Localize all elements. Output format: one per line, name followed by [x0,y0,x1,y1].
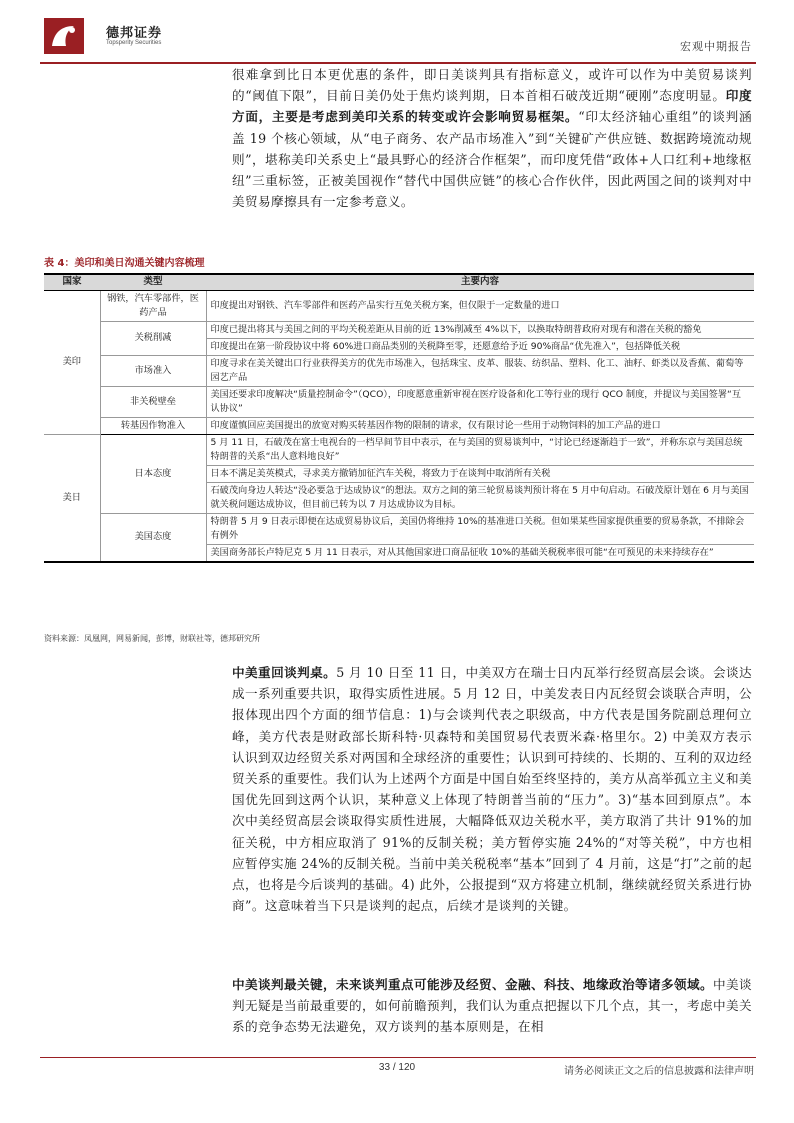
content-cell: 美国还要求印度解决“质量控制命令”（QCO），印度愿意重新审视在医疗设备和化工等行业的现行 QCO 制度，并提议与美国签署“互认协议” [206,386,754,417]
table-header-row [44,274,754,290]
table-row [44,355,754,386]
header-country: 国家 [44,274,100,290]
brand-name-en: Topsperity Securities [106,40,162,46]
table-row [44,434,754,465]
para1-bold: 印度方面，主要是考虑到美印关系的转变或许会影响贸易框架。 [232,88,752,125]
content-cell: 印度提出对钢铁、汽车零部件和医药产品实行互免关税方案，但仅限于一定数量的进口 [206,290,754,321]
body-paragraph-1 [232,64,752,212]
content-cell: 特朗普 5 月 9 日表示即便在达成贸易协议后，美国仍将维持 10%的基准进口关税。但如果某些国家提供重要的贸易条款，不排除会有例外 [206,513,754,544]
content-cell: 印度寻求在美关键出口行业获得美方的优先市场准入，包括珠宝、皮革、服装、纺织品、塑料、化工、油籽、虾类以及香蕉、葡萄等园艺产品 [206,355,754,386]
table-row [44,321,754,338]
table-title: 表 4：美印和美日沟通关键内容梳理 [44,258,205,269]
content-cell: 石破茂向身边人转达“没必要急于达成协议”的想法。双方之间的第三轮贸易谈判预计将在 5 月中旬启动。石破茂原计划在 6 月与美国就关税问题达成协议，但目前已转为以 7 月达成协议为目标。 [206,482,754,513]
brand-name: 德邦证券 [106,26,163,41]
category-cell: 钢铁，汽车零部件，医药产品 [100,290,206,321]
country-cell-us-japan: 美日 [44,434,100,562]
para1-text-b: “印太经济轴心重组”的谈判涵盖 19 个核心领域，从“电子商务、农产品市场准入”到“关键矿产供应链、数据跨境流动规则”，堪称美印关系史上“最具野心的经济合作框架”，而印度凭借“政体+人口红利+地缘枢纽”三重标签，正被美国视作“替代中国供应链”的核心合作伙伴，因此两国之间的谈判对中美贸易摩擦具有一定参考意义。 [232,109,752,210]
body-paragraph-3 [232,974,752,1038]
category-cell: 美国态度 [100,513,206,562]
content-cell: 日本不满足美英模式，寻求美方撤销加征汽车关税，将致力于在谈判中取消所有关税 [206,465,754,482]
category-cell: 市场准入 [100,355,206,386]
table-row [44,386,754,417]
content-cell: 印度已提出将其与美国之间的平均关税差距从目前的近 13%削减至 4%以下，以换取特朗普政府对现有和潜在关税的豁免 [206,321,754,338]
content-cell: 印度谨慎回应美国提出的放宽对购买转基因作物的限制的请求，仅有限讨论一些用于动物饲料的加工产品的进口 [206,417,754,434]
content-cell: 美国商务部长卢特尼克 5 月 11 日表示，对从其他国家进口商品征收 10%的基础关税税率很可能“在可预见的未来持续存在” [206,544,754,562]
table-source: 资料来源：凤凰网，网易新闻，彭博，财联社等，德邦研究所 [44,634,260,643]
para2-bold: 中美重回谈判桌。 [232,665,337,680]
report-type: 宏观中期报告 [680,40,752,53]
category-cell: 转基因作物准入 [100,417,206,434]
category-cell: 非关税壁垒 [100,386,206,417]
para2-text: 5 月 10 日至 11 日，中美双方在瑞士日内瓦举行经贸高层会谈。会谈达成一系列重要共识，取得实质性进展。5 月 12 日，中美发表日内瓦经贸会谈联合声明，公报体现出四个方面的细节信息：1)与会谈判代表之职级高，中方代表是国务院副总理何立峰，美方代表是财政部长斯科特·贝森特和美国贸易代表贾米森·格里尔。2) 中美双方表示认识到双边经贸关系对两国和全球经济的重要性；认识到可持续的、长期的、互利的双边经贸关系的重要性。我们认为上述两个方面是中国自始至终坚持的，美方从高举孤立主义和美国优先回到这两个认识，某种意义上体现了特朗普当前的“压力”。3)“基本回到原点”。本次中美经贸高层会谈取得实质性进展，大幅降低双边关税水平，美方取消了共计 91%的加征关税，中方相应取消了 91%的反制关税；美方暂停实施 24%的“对等关税”，中方也相应暂停实施 24%的反制关税。当前中美关税税率“基本”回到了 4 月前，这是“打”之前的起点，也将是今后谈判的基础。4) 此外，公报提到“双方将建立机制，继续就经贸关系进行协商”。这意味着当下只是谈判的起点，后续才是谈判的关键。 [232,665,752,914]
table-row [44,513,754,544]
page-number: 33 / 120 [378,1062,416,1073]
header-content: 主要内容 [206,274,754,290]
key-content-table [44,273,754,563]
page-header [40,14,756,64]
body-paragraph-2 [232,662,752,916]
category-cell: 日本态度 [100,434,206,513]
table-row [44,290,754,321]
para3-bold: 中美谈判最关键，未来谈判重点可能涉及经贸、金融、科技、地缘政治等诸多领域。 [232,977,713,992]
table-row [44,417,754,434]
company-logo [44,18,84,54]
para3-text: 中美谈判无疑是当前最重要的，如何前瞻预判，我们认为重点把握以下几个点，其一，考虑中美关系的竞争态势无法避免，双方谈判的基本原则是，在相 [232,977,752,1035]
content-cell: 印度提出在第一阶段协议中将 60%进口商品类别的关税降至零，还愿意给予近 90%商品“优先准入”，包括降低关税 [206,338,754,355]
category-cell: 关税削减 [100,321,206,355]
header-type: 类型 [100,274,206,290]
para1-text-a: 很难拿到比日本更优惠的条件，即日美谈判具有指标意义，或许可以作为中美贸易谈判的“阈值下限”，目前日美仍处于焦灼谈判期，日本首相石破茂近期“硬刚”态度明显。 [232,67,752,104]
content-cell: 5 月 11 日，石破茂在富士电视台的一档早间节目中表示，在与美国的贸易谈判中，“讨论已经逐渐趋于一致”，并称东京与美国总统特朗普的关系“出人意料地良好” [206,434,754,465]
footer-disclaimer: 请务必阅读正文之后的信息披露和法律声明 [564,1066,754,1077]
footer-divider [40,1057,756,1058]
country-cell-us-india: 美印 [44,290,100,434]
